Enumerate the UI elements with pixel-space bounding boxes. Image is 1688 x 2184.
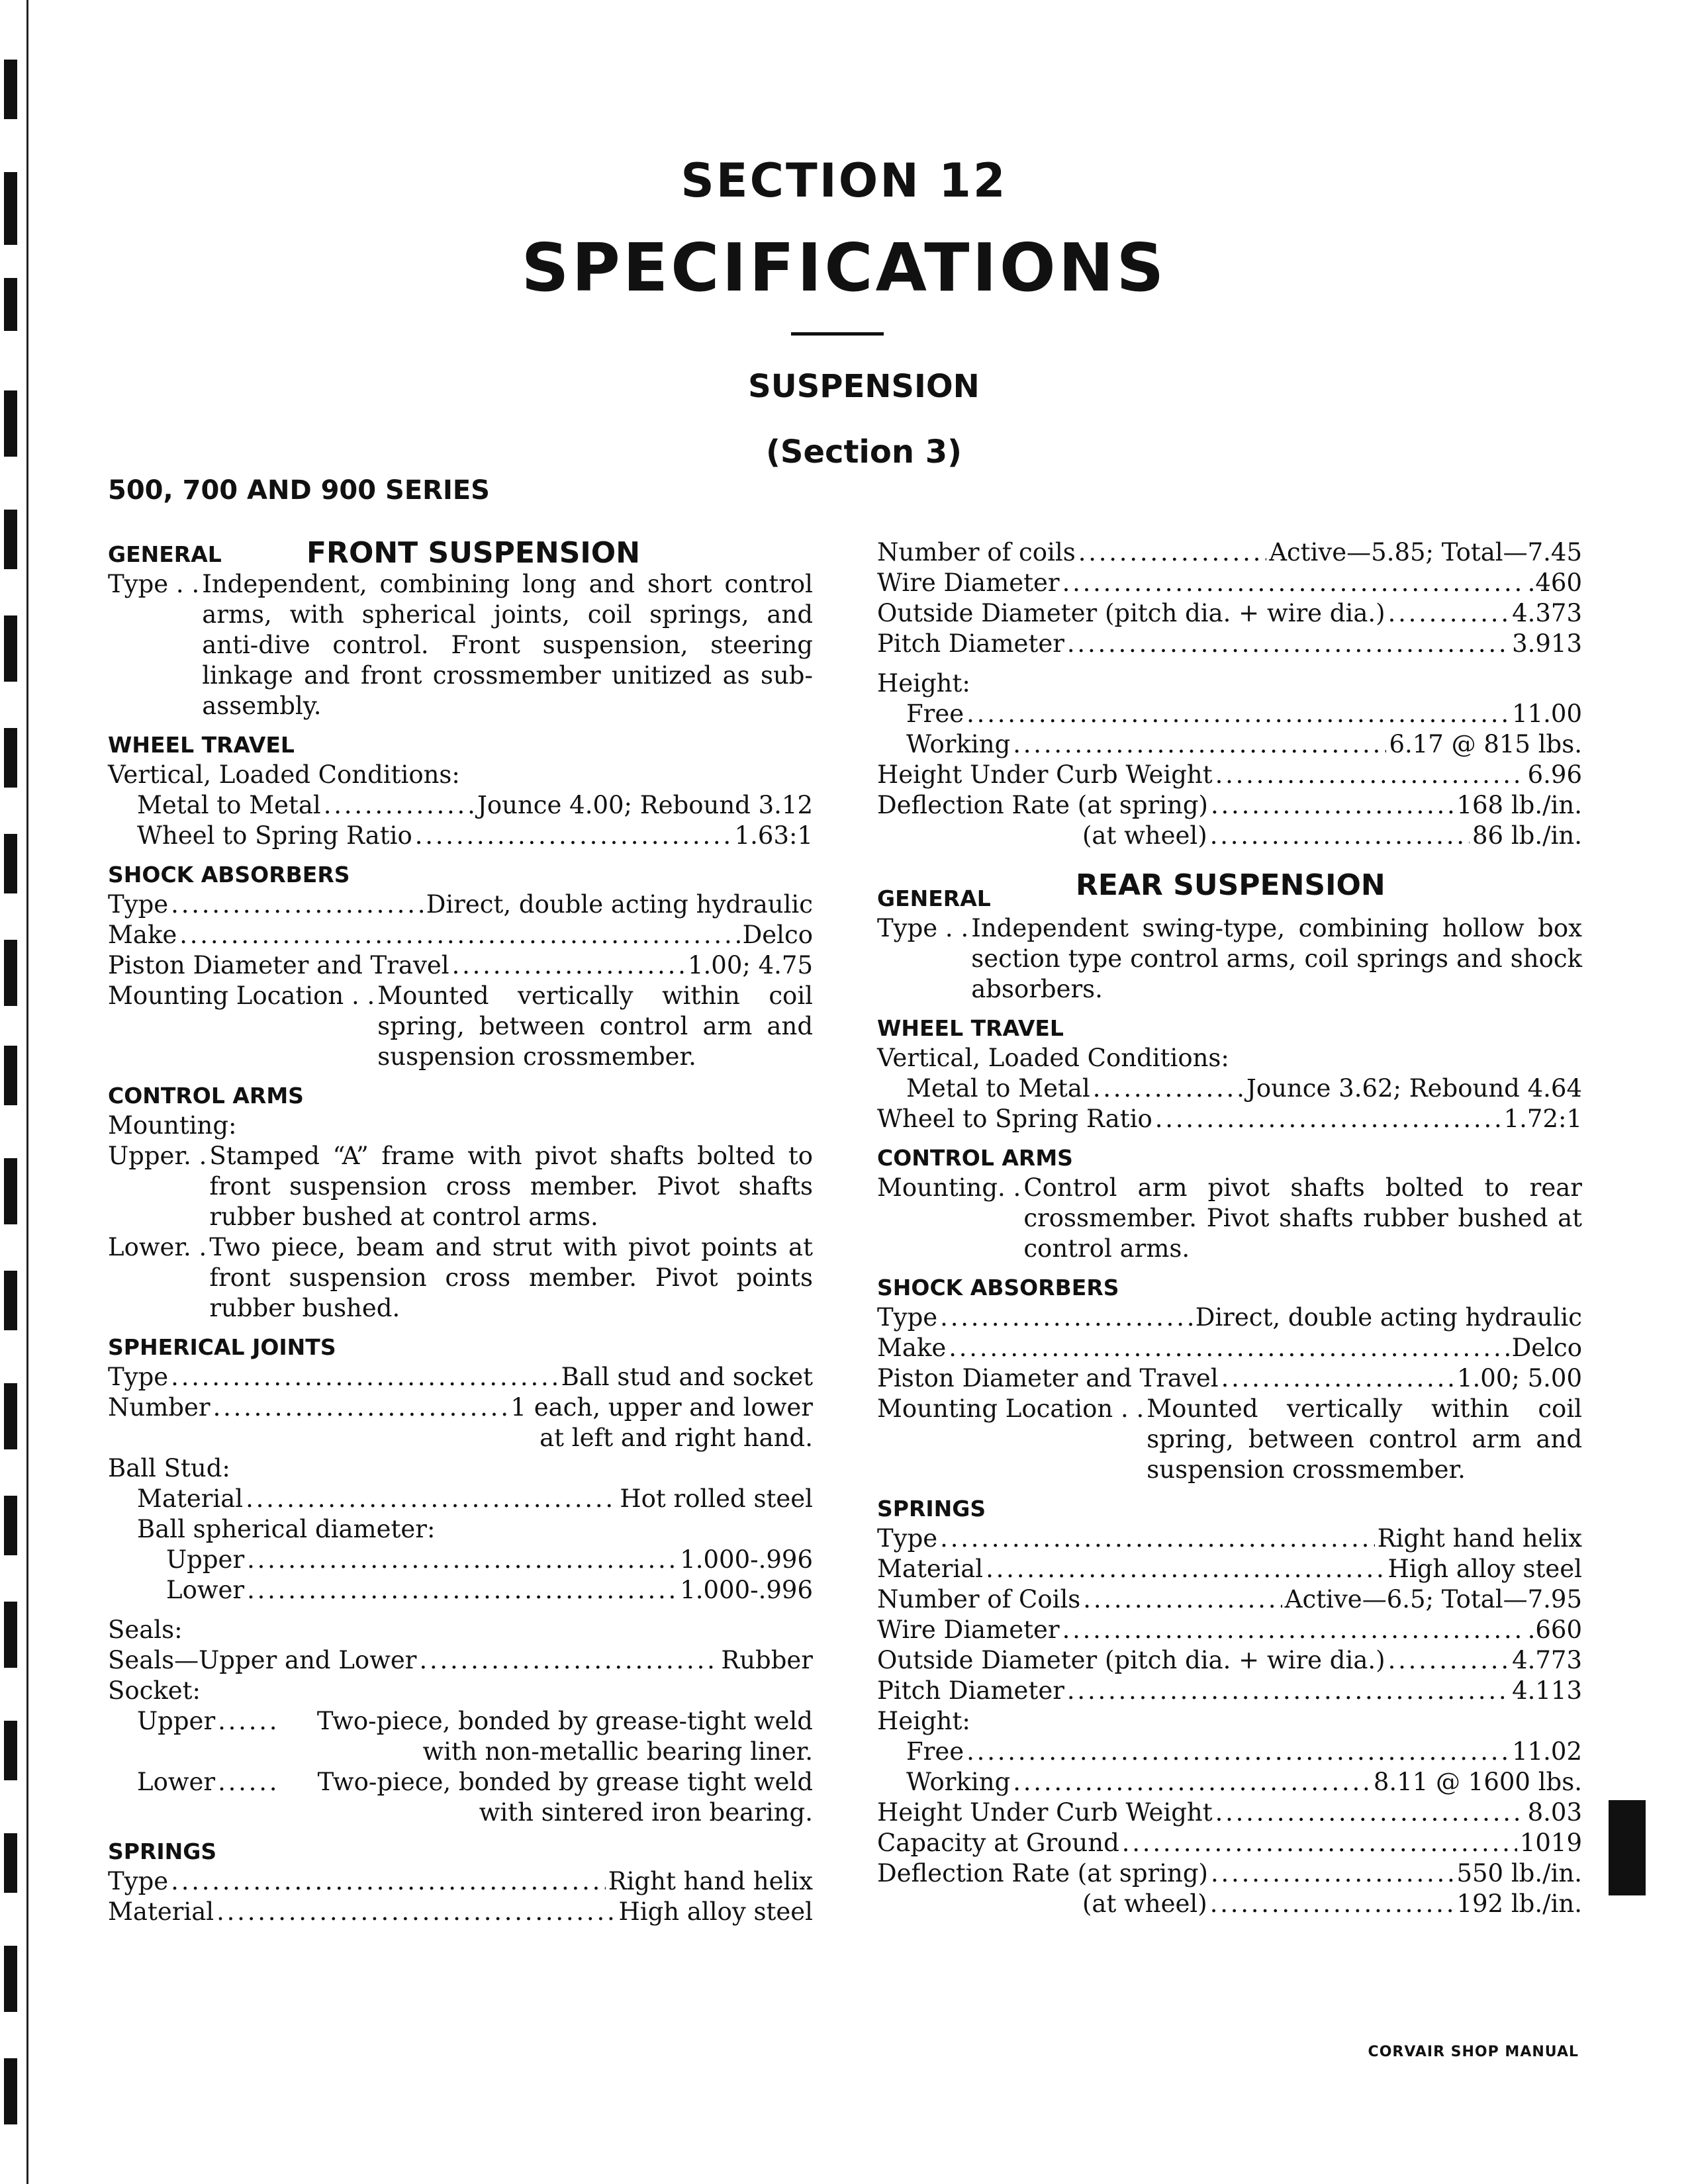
subject-reference: (Section 3): [765, 433, 962, 471]
subject-heading: SUSPENSION: [748, 368, 980, 405]
spec-row: Free . . . 11.02: [877, 1737, 1582, 1767]
front-upper-arm: Upper. . Stamped “A” frame with pivot shafts bolted to front suspension cross member. Pivot shafts rubber bushed at control arms.: [108, 1142, 813, 1231]
rear-shock-mounting: Mounting Location . . Mounted vertically within coil spring, between control arm and suspension crossmember.: [877, 1394, 1582, 1484]
spec-row: Outside Diameter (pitch dia. + wire dia.) . . . 4.373: [877, 598, 1582, 629]
spec-row: (at wheel) . . . 86 lb./in.: [877, 821, 1582, 851]
binding-mark: [4, 1383, 17, 1449]
spec-row: Wire Diameter . . . .460: [877, 568, 1582, 598]
binding-mark: [4, 1046, 17, 1105]
spec-row: Type . . . Direct, double acting hydraulic: [877, 1302, 1582, 1333]
spec-row: Material . . . High alloy steel: [108, 1897, 813, 1927]
front-control-arms-heading: CONTROL ARMS: [108, 1083, 304, 1109]
spec-row: Height Under Curb Weight . . . 6.96: [877, 760, 1582, 790]
rear-control-arms-heading: CONTROL ARMS: [877, 1145, 1073, 1171]
front-suspension-heading: [108, 537, 813, 569]
binding-line: [26, 0, 28, 2184]
spec-row: Outside Diameter (pitch dia. + wire dia.) . . . 4.773: [877, 1645, 1582, 1676]
spec-row: Seals—Upper and Lower . . . Rubber: [108, 1645, 813, 1676]
thumb-index-tab: [1609, 1800, 1646, 1895]
spec-row: Make . . . Delco: [108, 920, 813, 950]
spec-row: Deflection Rate (at spring) . . . 168 lb./in.: [877, 790, 1582, 821]
spherical-joints-heading: SPHERICAL JOINTS: [108, 1334, 336, 1360]
ball-diameter-label: Ball spherical diameter:: [137, 1515, 436, 1543]
rear-control-arms-mounting: Mounting. . Control arm pivot shafts bolted to rear crossmember. Pivot shafts rubber bushed at control arms.: [877, 1173, 1582, 1263]
front-wheel-travel-heading: WHEEL TRAVEL: [108, 732, 295, 758]
spec-row: (at wheel) . . . 192 lb./in.: [877, 1889, 1582, 1919]
spec-row: Upper . . . Two-piece, bonded by grease-tight weld: [108, 1706, 813, 1737]
front-shock-heading: SHOCK ABSORBERS: [108, 862, 350, 887]
seals-label: Seals:: [108, 1615, 183, 1644]
front-springs-heading: SPRINGS: [108, 1839, 217, 1864]
spec-row: Working . . . 6.17 @ 815 lbs.: [877, 729, 1582, 760]
ball-stud-label: Ball Stud:: [108, 1454, 230, 1482]
footer-text: CORVAIR SHOP MANUAL: [1368, 2044, 1579, 2060]
spec-row: Wheel to Spring Ratio . . . 1.72:1: [877, 1104, 1582, 1134]
right-column: [877, 537, 1582, 1919]
section-label: SECTION 12: [680, 154, 1008, 208]
spec-row: Type . . . Ball stud and socket: [108, 1362, 813, 1392]
binding-mark: [4, 60, 17, 119]
spec-continuation: with non-metallic bearing liner.: [422, 1737, 813, 1766]
binding-mark: [4, 1946, 17, 2012]
spec-row: Number . . . 1 each, upper and lower: [108, 1392, 813, 1423]
binding-mark: [4, 1158, 17, 1224]
spec-row: Metal to Metal . . . Jounce 3.62; Rebound 4.64: [877, 1073, 1582, 1104]
spec-row: Metal to Metal . . . Jounce 4.00; Rebound 3.12: [108, 790, 813, 821]
rear-wheel-travel-heading: WHEEL TRAVEL: [877, 1015, 1064, 1041]
page-title: SPECIFICATIONS: [521, 229, 1167, 306]
front-type-text: Independent, combining long and short control arms, with spherical joints, coil springs, and anti-dive control. Front suspension, steering linkage and front crossmember unitized as sub-assembly.: [202, 570, 813, 720]
binding-mark: [4, 834, 17, 893]
front-suspension-title: FRONT SUSPENSION: [306, 536, 641, 570]
spec-row: Pitch Diameter . . . 4.113: [877, 1676, 1582, 1706]
spec-row: Piston Diameter and Travel . . . 1.00; 4.75: [108, 950, 813, 981]
binding-mark: [4, 390, 17, 457]
series-heading: 500, 700 AND 900 SERIES: [108, 475, 490, 506]
front-control-arms-intro: Mounting:: [108, 1111, 237, 1140]
spec-row: Number of coils . . . Active—5.85; Total—7.45: [877, 537, 1582, 568]
title-rule: [791, 332, 884, 336]
spec-row: Wheel to Spring Ratio . . . 1.63:1: [108, 821, 813, 851]
spec-row: Pitch Diameter . . . 3.913: [877, 629, 1582, 659]
spec-row: Upper . . . 1.000-.996: [108, 1545, 813, 1575]
height-label: Height:: [877, 669, 970, 698]
binding-mark: [4, 1721, 17, 1780]
spec-row: Type . . . Direct, double acting hydraulic: [108, 889, 813, 920]
spec-row: Free . . . 11.00: [877, 699, 1582, 729]
left-column: [108, 537, 813, 1927]
binding-mark: [4, 728, 17, 788]
binding-mark: [4, 510, 17, 569]
rear-type-entry: Type . . Independent swing-type, combining hollow box section type control arms, coil springs and shock absorbers.: [877, 914, 1582, 1003]
spec-continuation: at left and right hand.: [539, 1424, 813, 1452]
spec-row: Working . . . 8.11 @ 1600 lbs.: [877, 1767, 1582, 1797]
spec-row: Type . . . Right hand helix: [108, 1866, 813, 1897]
spec-row: Capacity at Ground . . . 1019: [877, 1828, 1582, 1858]
front-general-heading: GENERAL: [108, 541, 222, 567]
spec-row: Deflection Rate (at spring) . . . 550 lb./in.: [877, 1858, 1582, 1889]
spec-row: Lower . . . 1.000-.996: [108, 1575, 813, 1606]
binding-mark: [4, 1602, 17, 1668]
spec-row: Make . . . Delco: [877, 1333, 1582, 1363]
front-type-entry: [108, 569, 813, 721]
spec-row: Height Under Curb Weight . . . 8.03: [877, 1797, 1582, 1828]
binding-mark: [4, 615, 17, 682]
binding-mark: [4, 1496, 17, 1555]
height-label: Height:: [877, 1707, 970, 1735]
socket-label: Socket:: [108, 1676, 201, 1705]
spec-row: Piston Diameter and Travel . . . 1.00; 5.00: [877, 1363, 1582, 1394]
binding-mark: [4, 1833, 17, 1893]
spec-row: Lower . . . Two-piece, bonded by grease tight weld: [108, 1767, 813, 1797]
spec-row: Wire Diameter . . . .660: [877, 1615, 1582, 1645]
binding-edge: [0, 0, 60, 2184]
rear-general-heading: GENERAL: [877, 886, 991, 911]
rear-shock-heading: SHOCK ABSORBERS: [877, 1275, 1119, 1300]
binding-mark: [4, 2058, 17, 2124]
spec-row: Type . . . Right hand helix: [877, 1524, 1582, 1554]
binding-mark: [4, 940, 17, 1006]
rear-springs-heading: SPRINGS: [877, 1496, 986, 1522]
spec-row: Number of Coils . . . Active—6.5; Total—7.95: [877, 1584, 1582, 1615]
spec-continuation: with sintered iron bearing.: [479, 1798, 813, 1827]
rear-suspension-title: REAR SUSPENSION: [1076, 868, 1385, 902]
front-wheel-travel-intro: Vertical, Loaded Conditions:: [108, 760, 460, 789]
spec-row: Material . . . Hot rolled steel: [108, 1484, 813, 1514]
rear-wheel-travel-intro: Vertical, Loaded Conditions:: [877, 1044, 1229, 1072]
front-lower-arm: Lower. . Two piece, beam and strut with pivot points at front suspension cross member. Pivot points rubber bushed.: [108, 1233, 813, 1322]
front-type-label: Type . .: [108, 570, 200, 598]
rear-suspension-heading: [877, 870, 1582, 913]
spec-row: Material . . . High alloy steel: [877, 1554, 1582, 1584]
front-shock-mounting: Mounting Location . . Mounted vertically within coil spring, between control arm and suspension crossmember.: [108, 981, 813, 1071]
binding-mark: [4, 1271, 17, 1330]
